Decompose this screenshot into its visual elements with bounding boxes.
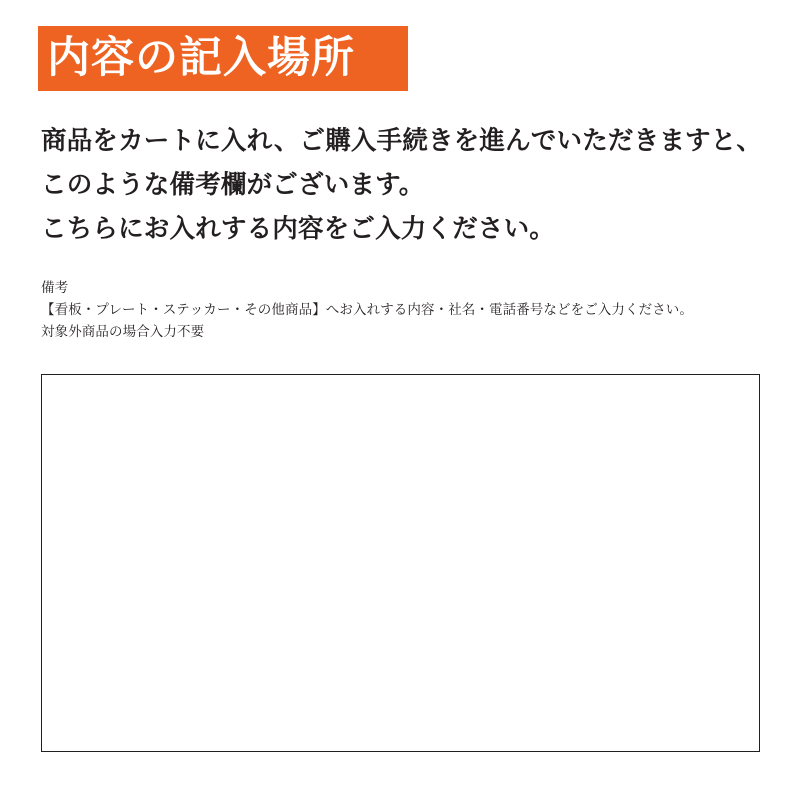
remarks-note [41,278,761,343]
remarks-field-label: 備考 [41,280,69,295]
page-title: 内容の記入場所 [47,34,355,82]
remarks-textarea[interactable] [41,374,760,752]
lead-line-3: こちらにお入れする内容をご入力ください。 [41,214,556,243]
lead-paragraph [41,120,771,252]
remarks-note-line-1: 【看板・プレート・ステッカー・その他商品】へお入れする内容・社名・電話番号などをご入力ください。 [41,301,693,317]
lead-line-2: このような備考欄がございます。 [41,170,425,199]
lead-line-1: 商品をカートに入れ、ご購入手続きを進んでいただきますと、 [41,127,763,155]
section-heading-banner [38,26,408,91]
remarks-note-line-2: 対象外商品の場合入力不要 [41,323,205,339]
